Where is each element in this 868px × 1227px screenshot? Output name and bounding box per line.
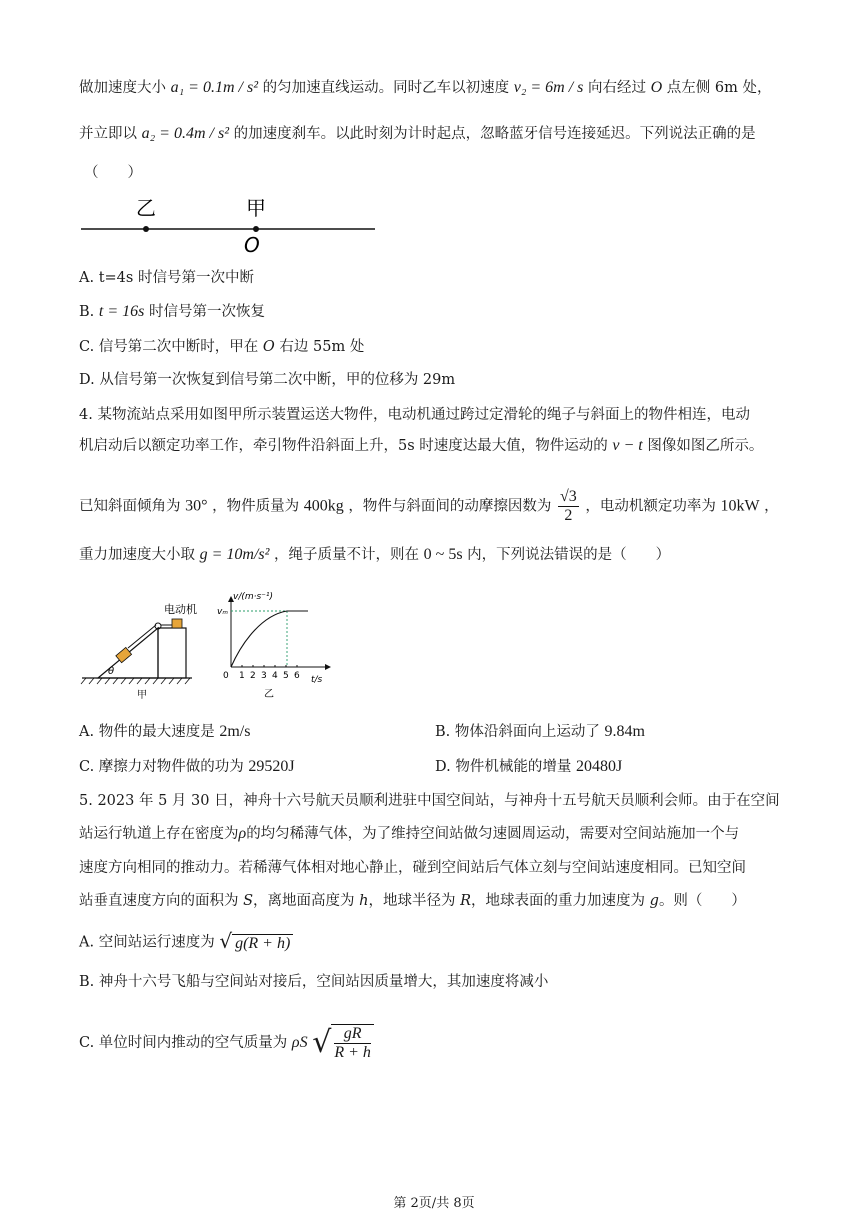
q3-option-d: D. 从信号第一次恢复到信号第二次中断，甲的位移为 29m [79,372,456,388]
q4-line-2: 机启动后以额定功率工作，牵引物件沿斜面上升，5s 时速度达最大值，物件运动的 v − t 图像如图乙所示。 [79,437,764,454]
q3-a1-formula: a₁ = 0.1m / s² [170,79,258,96]
fig-caption-jia: 甲 [137,690,147,701]
q4-figure-incline [80,598,200,702]
point-yi [143,226,149,232]
vt-curve [231,611,308,667]
ground-hatching [81,678,190,684]
q4-option-a: A. 物件的最大速度是 2m/s [79,723,251,740]
q3-option-a: A. t=4s 时信号第一次中断 [79,270,254,286]
label-origin: O [244,233,260,257]
vm-label: vₘ [217,607,228,617]
q5-line-4: 站垂直速度方向的面积为 S，离地面高度为 h，地球半径为 R，地球表面的重力加速度为 g。则（ ） [79,893,746,909]
t-tick-label: 6 [294,671,300,681]
motor-label: 电动机 [164,603,197,616]
label-jia: 甲 [246,196,266,220]
fig-caption-yi: 乙 [264,689,274,700]
v-axis-label: v/(m·s⁻¹) [233,592,274,602]
page-footer: 第 2页/共 8页 [393,1196,475,1211]
q3-option-c: C. 信号第二次中断时，甲在 O 右边 55m 处 [79,339,365,355]
q5-option-a: A. 空间站运行速度为 √ g(R + h) [79,931,293,954]
q3-a2-formula: a₂ = 0.4m / s² [141,125,229,142]
friction-coefficient-fraction: $\frac{√3}{2}$ [559,488,577,524]
q5-option-c: C. 单位时间内推动的空气质量为 ρS √ $\frac{gR}{R + h}$ [79,1024,374,1062]
q4-option-d: D. 物件机械能的增量 20480J [435,758,623,775]
q4-option-c: C. 摩擦力对物件做的功为 29520J [79,758,295,775]
t-axis-label: t/s [311,675,323,685]
q3-line-2: 并立即以 a₂ = 0.4m / s² 的加速度刹车。以此时刻为计时起点，忽略蓝牙信号连接延迟。下列说法正确的是 [79,125,756,142]
platform [158,628,186,678]
q4-option-b: B. 物体沿斜面向上运动了 9.84m [435,723,645,740]
theta-label: θ [108,666,115,677]
rope [128,625,156,648]
point-jia [253,226,259,232]
q3-line-1: 做加速度大小 a₁ = 0.1m / s² 的匀加速直线运动。同时乙车以初速度 v₂ = 6m / s 向右经过 O 点左侧 6m 处， [79,79,772,96]
t-tick-label: 1 [239,671,245,681]
q5-option-b: B. 神舟十六号飞船与空间站对接后，空间站因质量增大，其加速度将减小 [79,974,549,990]
t-tick-label: 5 [283,671,289,681]
motor [172,619,182,628]
label-yi: 乙 [136,196,156,220]
sqrt-fraction-c: √ $\frac{gR}{R + h}$ [312,1024,374,1062]
q4-line-3: 已知斜面倾角为 30° ，物件质量为 400kg ，物件与斜面间的动摩擦因数为 $\frac{√3}{2}$ ，电动机额定功率为 10kW ， [79,488,779,524]
t-tick-label: 3 [261,671,267,681]
q3-option-b: B. t = 16s 时信号第一次恢复 [79,303,265,320]
q5-line-2: 站运行轨道上存在密度为ρ的均匀稀薄气体，为了维持空间站做匀速圆周运动，需要对空间站施加一个与 [79,825,740,842]
q5-line-1: 5. 2023 年 5 月 30 日，神舟十六号航天员顺利进驻中国空间站，与神舟十五号航天员顺利会师。由于在空间 [79,793,780,809]
q3-position-diagram [78,190,378,260]
q5-line-3: 速度方向相同的推动力。若稀薄气体相对地心静止，碰到空间站后气体立刻与空间站速度相同。已知空间 [79,860,746,876]
origin-label: 0 [223,671,229,681]
q3-v2-formula: v₂ = 6m / s [513,79,584,96]
sqrt-expression-a: √ g(R + h) [219,931,293,954]
q3-answer-bracket: （ ） [84,165,142,181]
t-tick-label: 4 [272,671,278,681]
q4-figure-vt-graph [213,590,338,702]
q4-line-4: 重力加速度大小取 g = 10m/s² ，绳子质量不计，则在 0 ~ 5s 内，下列说法错误的是（ ） [79,546,671,563]
t-tick-label: 2 [250,671,256,681]
q4-line-1: 4. 某物流站点采用如图甲所示装置运送大物件，电动机通过跨过定滑轮的绳子与斜面上的物件相连，电动 [79,407,750,423]
